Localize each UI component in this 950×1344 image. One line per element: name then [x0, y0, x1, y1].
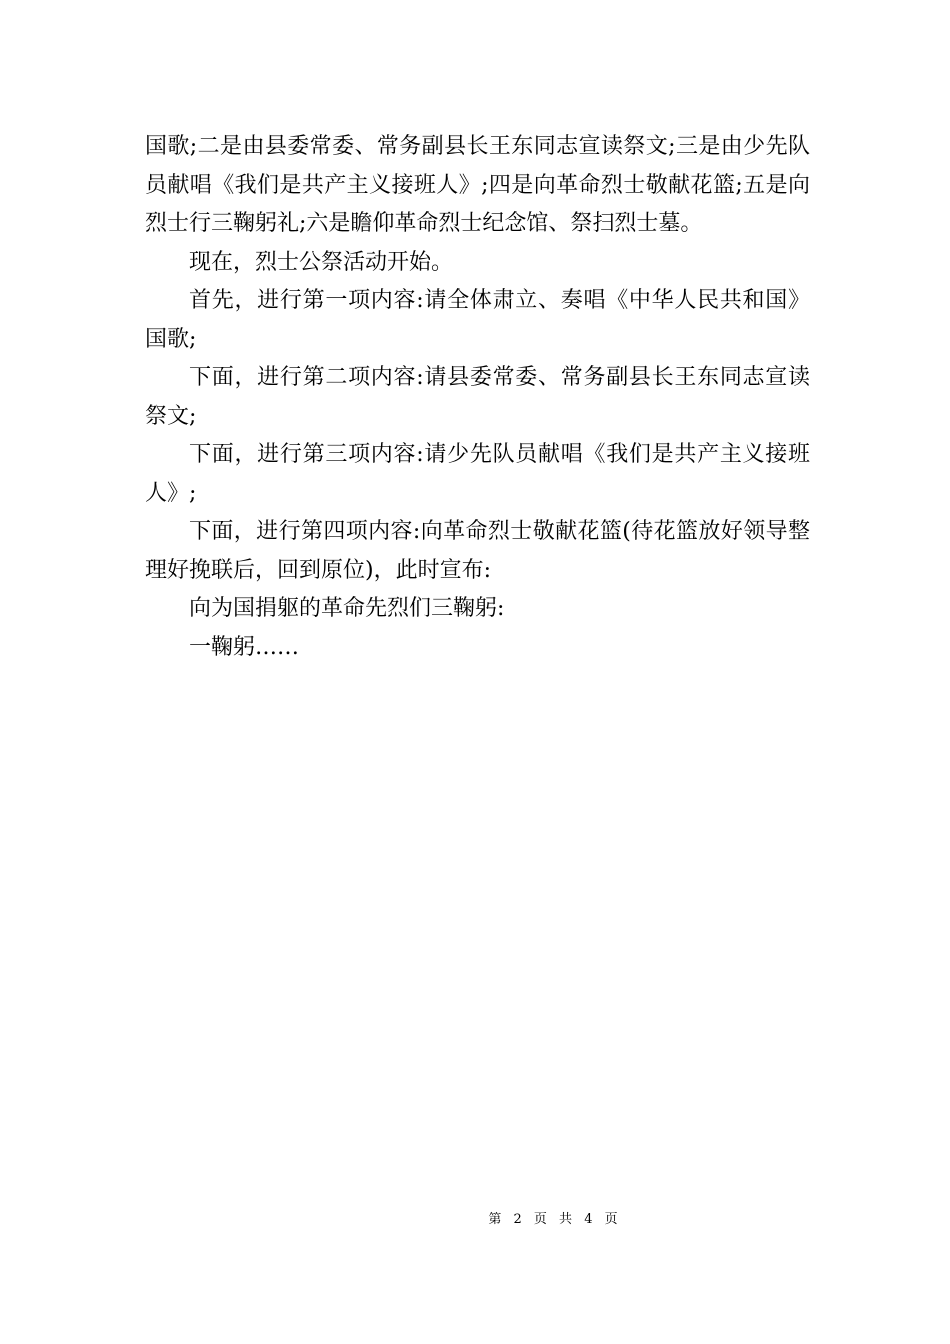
paragraph-1: 国歌;二是由县委常委、常务副县长王东同志宣读祭文;三是由少先队员献唱《我们是共产主义接班人》;四是向革命烈士敬献花篮;五是向烈士行三鞠躬礼;六是瞻仰革命烈士纪念馆、祭扫烈士墓。: [145, 134, 810, 236]
paragraph-7: 向为国捐躯的革命先烈们三鞠躬:: [189, 596, 505, 621]
page-footer: 第 2 页 共 4 页: [488, 1212, 622, 1227]
paragraph-3: 首先，进行第一项内容:请全体肃立、奏唱《中华人民共和国》国歌;: [145, 288, 810, 352]
paragraph-5: 下面，进行第三项内容:请少先队员献唱《我们是共产主义接班人》;: [145, 442, 810, 506]
paragraph-4: 下面，进行第二项内容:请县委常委、常务副县长王东同志宣读祭文;: [145, 365, 810, 429]
paragraph-6: 下面，进行第四项内容:向革命烈士敬献花篮(待花篮放好领导整理好挽联后，回到原位)，此时宣布:: [145, 519, 810, 583]
paragraph-8: 一鞠躬……: [189, 634, 300, 660]
document-body: [145, 128, 810, 667]
paragraph-2: 现在，烈士公祭活动开始。: [189, 249, 454, 275]
